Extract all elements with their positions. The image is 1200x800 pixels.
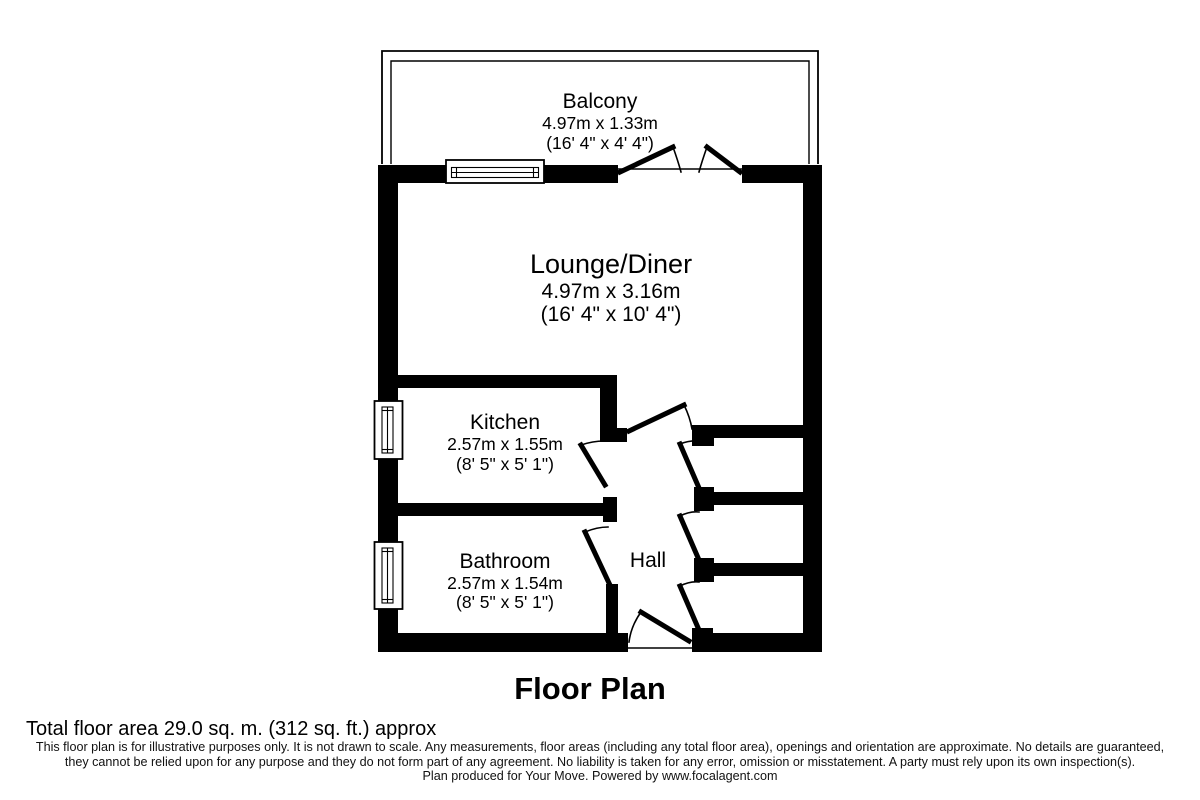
wall-top-mid: [543, 165, 618, 183]
balcony-dim-imperial: (16' 4" x 4' 4"): [546, 133, 654, 153]
hall-cupboard-door-1-icon: [680, 441, 699, 488]
lounge-dim-metric: 4.97m x 3.16m: [541, 280, 681, 303]
wall-hall-2-post: [694, 487, 714, 511]
wall-kitchen-top: [398, 375, 617, 388]
bathroom-door-icon: [585, 527, 609, 583]
wall-bathroom-right: [606, 584, 618, 636]
kitchen-label: Kitchen: [469, 411, 541, 434]
wall-kitchen-bathroom-divider: [398, 503, 607, 516]
wall-kitchen-door-post: [600, 428, 627, 442]
wall-hall-1-post: [692, 425, 714, 446]
kitchen-dim-metric: 2.57m x 1.55m: [447, 434, 563, 454]
lounge-dim-imperial: (16' 4" x 10' 4"): [540, 303, 682, 326]
bathroom-dim-imperial: (8' 5" x 5' 1"): [456, 592, 554, 612]
bathroom-label: Bathroom: [459, 550, 551, 573]
hall-cupboard-door-3-icon: [680, 582, 699, 630]
walls: [378, 165, 822, 652]
kitchen-door-icon: [581, 441, 605, 485]
disclaimer-line-2: they cannot be relied upon for any purpose and they do not form part of any agreement. No liability is taken for any error, omission or misstatement. A party must rely upon its own inspection(s).: [64, 754, 1136, 769]
lounge-window-icon: [446, 160, 544, 183]
entrance-door-icon: [628, 612, 692, 648]
disclaimer-line-3: Plan produced for Your Move. Powered by www.focalagent.com: [422, 769, 778, 784]
lounge-hall-door-icon: [629, 405, 692, 431]
wall-right: [803, 165, 822, 652]
bathroom-dim-metric: 2.57m x 1.54m: [447, 573, 563, 593]
kitchen-dim-imperial: (8' 5" x 5' 1"): [456, 454, 554, 474]
bathroom-window-icon: [375, 542, 403, 609]
hall-cupboard-door-2-icon: [680, 512, 699, 560]
wall-kitchen-right: [600, 388, 617, 428]
kitchen-window-icon: [375, 401, 403, 459]
balcony-dim-metric: 4.97m x 1.33m: [542, 113, 658, 133]
wall-divider-post: [603, 497, 617, 522]
disclaimer: [0, 740, 1200, 784]
disclaimer-line-1: This floor plan is for illustrative purposes only. It is not drawn to scale. Any measurements, floor areas (including any total floor area), openings and orientation are approximate. No details are guaranteed,: [35, 740, 1165, 754]
total-floor-area: Total floor area 29.0 sq. m. (312 sq. ft.) approx: [26, 718, 437, 740]
balcony-label: Balcony: [562, 90, 638, 113]
wall-left-upper: [378, 165, 398, 402]
wall-left-middle: [378, 458, 398, 543]
page-title: Floor Plan: [514, 671, 666, 706]
wall-entrance-post: [692, 628, 713, 652]
wall-top-left: [378, 165, 447, 183]
hall-label: Hall: [629, 549, 667, 572]
wall-bottom-left: [378, 633, 628, 652]
lounge-label: Lounge/Diner: [529, 249, 693, 279]
